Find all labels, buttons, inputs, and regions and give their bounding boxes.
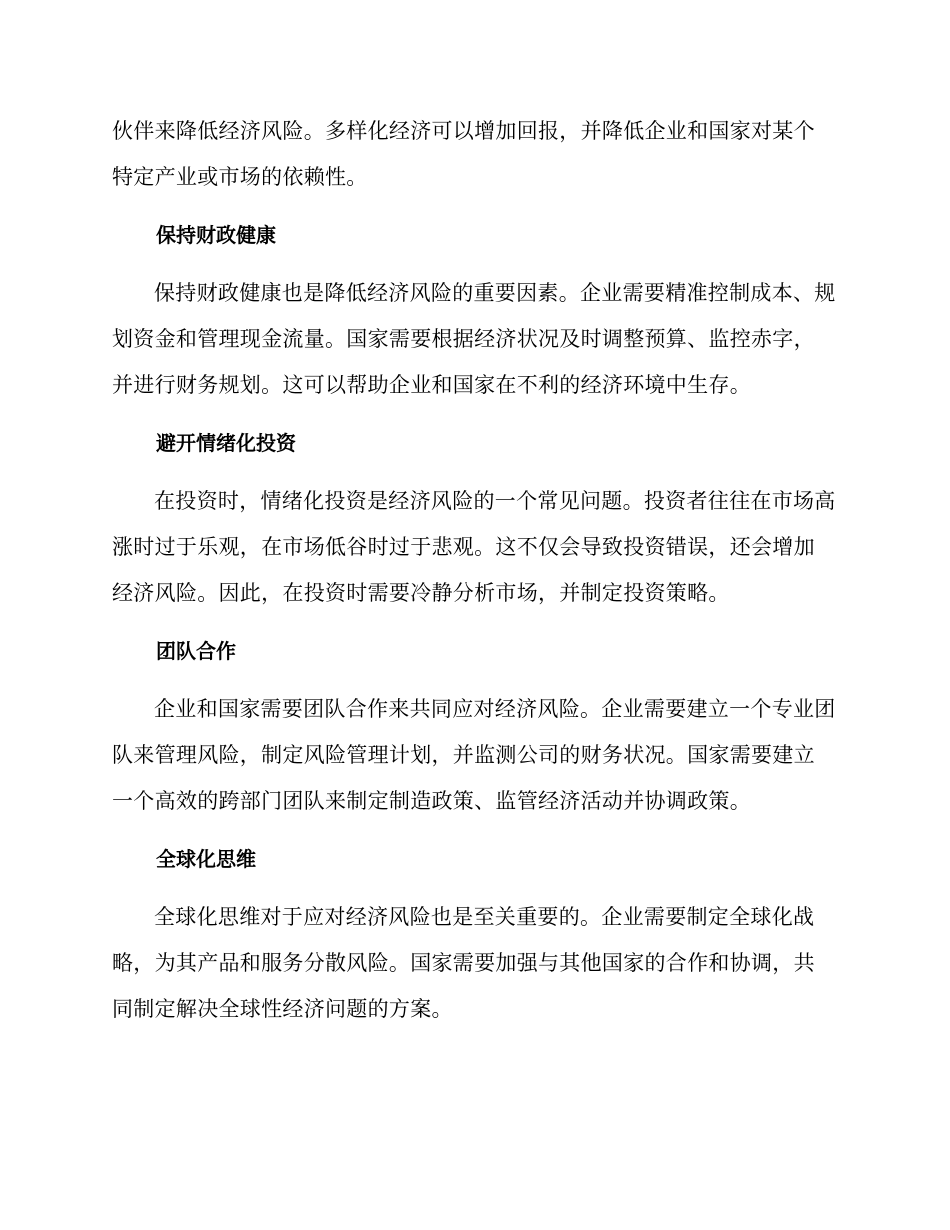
heading-fiscal-health: 保持财政健康 — [156, 223, 276, 247]
heading-global-thinking: 全球化思维 — [156, 847, 256, 871]
paragraph-intro-continuation: 伙伴来降低经济风险。多样化经济可以增加回报，并降低企业和国家对某个特定产业或市场的依赖性。 — [112, 119, 815, 189]
paragraph-teamwork: 企业和国家需要团队合作来共同应对经济风险。企业需要建立一个专业团队来管理风险，制定风险管理计划，并监测公司的财务状况。国家需要建立一个高效的跨部门团队来制定制造政策、监管经济活动并协调政策。 — [112, 697, 836, 813]
paragraph-global-thinking: 全球化思维对于应对经济风险也是至关重要的。企业需要制定全球化战略，为其产品和服务分散风险。国家需要加强与其他国家的合作和协调，共同制定解决全球性经济问题的方案。 — [112, 905, 815, 1021]
document-body — [112, 108, 836, 1032]
heading-teamwork: 团队合作 — [156, 639, 236, 663]
paragraph-emotional-investing: 在投资时，情绪化投资是经济风险的一个常见问题。投资者往往在市场高涨时过于乐观，在市场低谷时过于悲观。这不仅会导致投资错误，还会增加经济风险。因此，在投资时需要冷静分析市场，并制定投资策略。 — [112, 489, 836, 605]
paragraph-fiscal-health: 保持财政健康也是降低经济风险的重要因素。企业需要精准控制成本、规划资金和管理现金流量。国家需要根据经济状况及时调整预算、监控赤字，并进行财务规划。这可以帮助企业和国家在不利的经济环境中生存。 — [112, 281, 836, 397]
heading-emotional-investing: 避开情绪化投资 — [156, 431, 296, 455]
